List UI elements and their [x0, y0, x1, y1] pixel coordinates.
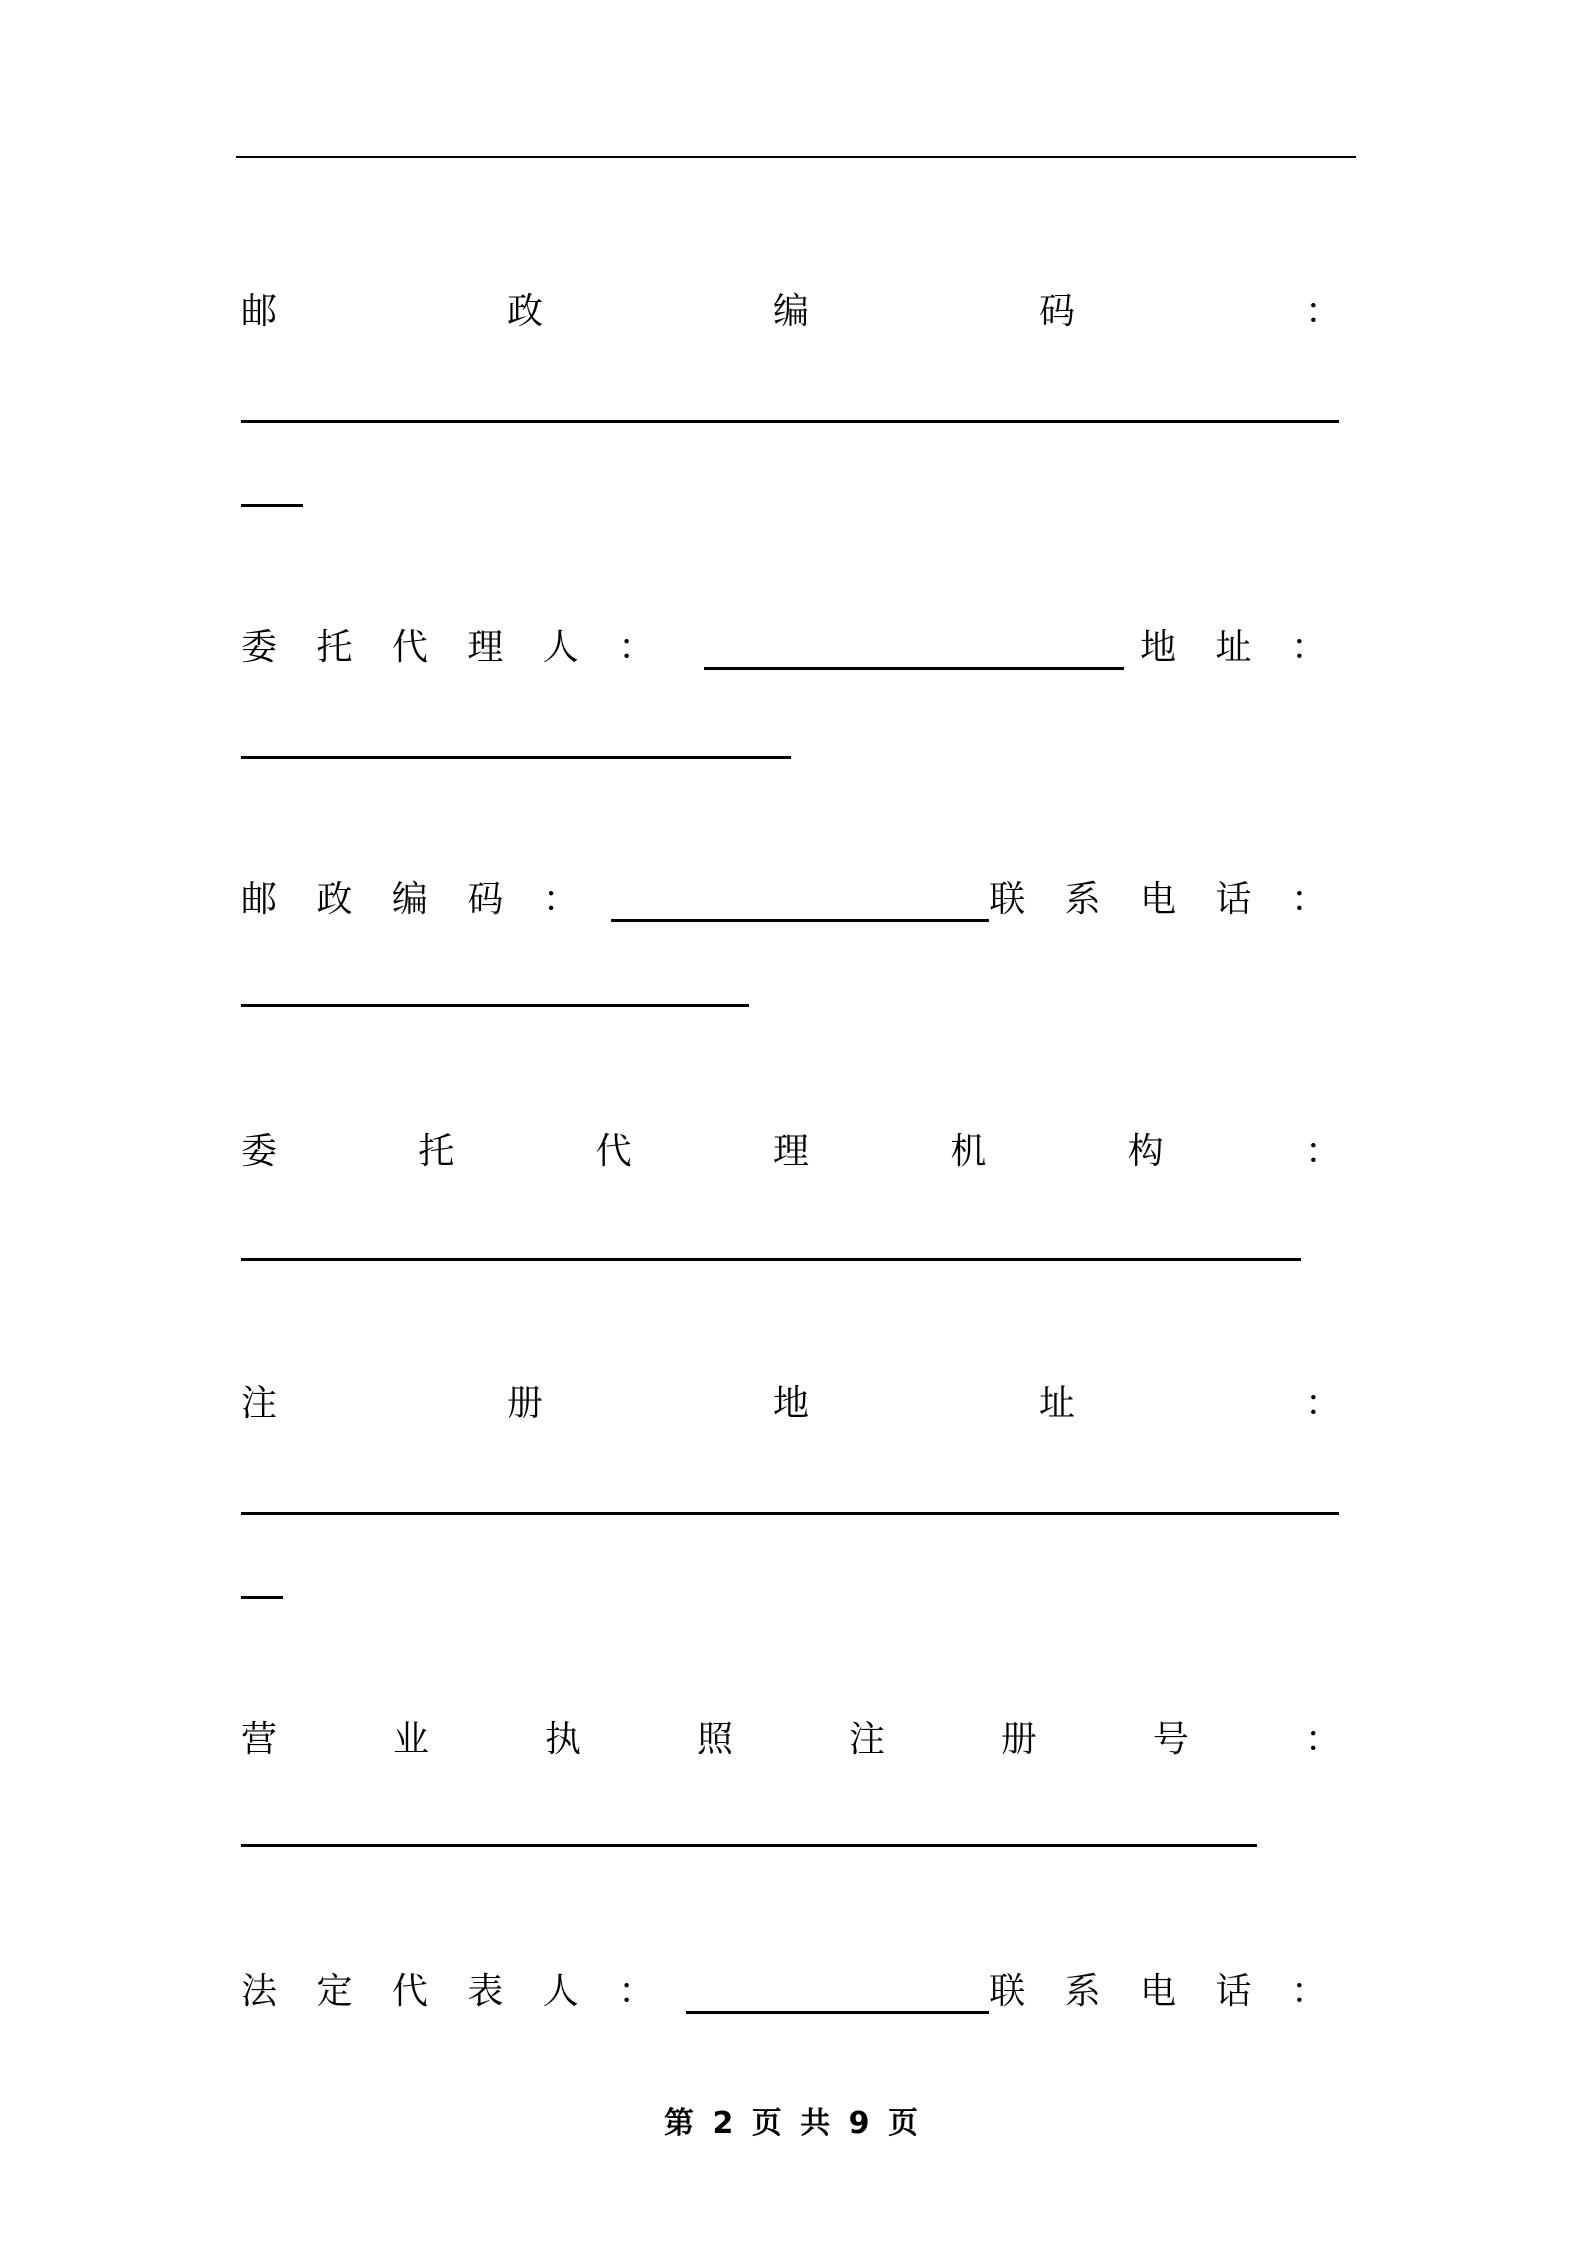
- registered-address-blank[interactable]: [241, 1512, 1339, 1515]
- label-char: 政: [506, 291, 543, 332]
- agent-row: [241, 618, 1341, 678]
- label-char: 册: [506, 1383, 543, 1424]
- label-char: 执: [544, 1719, 581, 1760]
- page-number: 第 2 页 共 9 页: [664, 2106, 922, 2141]
- label-char: 代: [595, 1131, 632, 1172]
- postal-phone-row: [241, 870, 1341, 930]
- agent-label: 委 托 代 理 人 ：: [241, 627, 669, 668]
- label-char: 构: [1127, 1131, 1164, 1172]
- postal-code-label-1: [241, 282, 1341, 342]
- label-char: 委: [241, 1131, 278, 1172]
- label-char: ：: [1304, 1131, 1341, 1172]
- header-rule: [236, 156, 1356, 158]
- postal-code-label-2: 邮 政 编 码 ：: [241, 879, 593, 920]
- legal-rep-row: [241, 1962, 1341, 2022]
- label-char: ：: [1304, 1719, 1341, 1760]
- phone-label-2: 联 系 电 话 ：: [989, 1971, 1341, 2012]
- agency-blank[interactable]: [241, 1258, 1301, 1261]
- label-char: 编: [772, 291, 809, 332]
- phone-label-1: 联 系 电 话 ：: [989, 879, 1341, 920]
- agency-label: [241, 1122, 1341, 1182]
- label-char: 址: [1038, 1383, 1075, 1424]
- label-char: 照: [696, 1719, 733, 1760]
- label-char: 机: [950, 1131, 987, 1172]
- label-char: 册: [1000, 1719, 1037, 1760]
- agent-address-label: 地 址 ：: [1140, 627, 1341, 668]
- label-char: 注: [848, 1719, 885, 1760]
- label-char: 营: [241, 1719, 278, 1760]
- label-char: 业: [392, 1719, 429, 1760]
- label-char: 码: [1038, 291, 1075, 332]
- label-char: 地: [772, 1383, 809, 1424]
- postal-code-blank-2[interactable]: [611, 919, 989, 922]
- agent-blank[interactable]: [704, 667, 1124, 670]
- label-char: 理: [772, 1131, 809, 1172]
- postal-code-blank-1[interactable]: [241, 420, 1339, 423]
- label-char: 注: [241, 1383, 278, 1424]
- registered-address-blank-cont[interactable]: [241, 1596, 283, 1599]
- label-char: 托: [418, 1131, 455, 1172]
- business-license-blank[interactable]: [241, 1844, 1257, 1847]
- postal-code-blank-1-cont[interactable]: [241, 504, 303, 507]
- label-char: ：: [1304, 291, 1341, 332]
- business-license-label: [241, 1710, 1341, 1770]
- legal-rep-blank[interactable]: [686, 2011, 989, 2014]
- label-char: 号: [1152, 1719, 1189, 1760]
- label-char: 邮: [241, 291, 278, 332]
- label-char: ：: [1304, 1383, 1341, 1424]
- agent-address-blank[interactable]: [241, 756, 791, 759]
- registered-address-label: [241, 1374, 1341, 1434]
- phone-blank-1[interactable]: [241, 1004, 749, 1007]
- legal-rep-label: 法 定 代 表 人 ：: [241, 1971, 669, 2012]
